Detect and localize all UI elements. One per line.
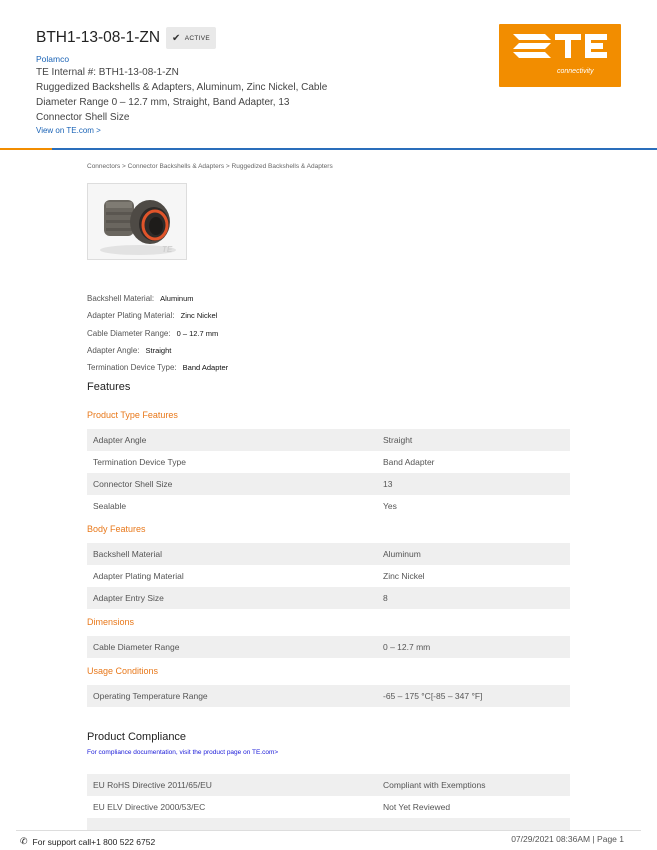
internal-number: TE Internal #: BTH1-13-08-1-ZN (36, 67, 179, 78)
status-label: ACTIVE (184, 34, 210, 42)
table-row (87, 543, 570, 565)
row-label: Adapter Angle (93, 435, 147, 445)
usage-conditions-heading: Usage Conditions (87, 666, 159, 676)
row-value: Compliant with Exemptions (383, 780, 486, 790)
product-type-features-heading: Product Type Features (87, 410, 178, 420)
breadcrumb: Connectors > Connector Backshells & Adapters > Ruggedized Backshells & Adapters (87, 163, 333, 170)
row-label: EU RoHS Directive 2011/65/EU (93, 780, 212, 790)
product-image (87, 183, 187, 260)
row-label: Sealable (93, 501, 127, 511)
phone-icon: ✆ (20, 836, 28, 846)
usage-conditions-table (87, 685, 570, 707)
row-value: Not Yet Reviewed (383, 802, 451, 812)
table-row (87, 587, 570, 609)
dimensions-heading: Dimensions (87, 617, 135, 627)
header-rule-orange (0, 148, 52, 150)
spec-label: Adapter Angle: (87, 346, 140, 356)
description-line-2: Diameter Range 0 – 12.7 mm, Straight, Band Adapter, 13 (36, 97, 290, 108)
spec-label: Adapter Plating Material: (87, 311, 175, 321)
row-value: 8 (383, 593, 388, 603)
table-row (87, 636, 570, 658)
table-row (87, 774, 570, 796)
row-label: Termination Device Type (93, 457, 186, 467)
table-row-partial (87, 818, 570, 830)
spec-value: Band Adapter (182, 363, 229, 373)
table-row (87, 685, 570, 707)
row-label: Adapter Plating Material (93, 571, 184, 581)
spec-label: Cable Diameter Range: (87, 328, 171, 338)
view-on-te-link[interactable]: View on TE.com > (36, 126, 101, 135)
check-icon: ✔ (172, 32, 181, 44)
row-label: Adapter Entry Size (93, 593, 164, 603)
row-value: 13 (383, 479, 393, 489)
table-row (87, 565, 570, 587)
spec-row (87, 325, 228, 342)
row-value: Zinc Nickel (383, 571, 425, 581)
te-logo-mark-icon (499, 24, 621, 68)
product-type-features-table (87, 429, 570, 517)
row-label: Backshell Material (93, 549, 162, 559)
footer-date-page: 07/29/2021 08:36AM | Page 1 (511, 834, 624, 844)
body-features-table (87, 543, 570, 609)
spec-value: Zinc Nickel (180, 311, 218, 321)
row-value: Aluminum (383, 549, 421, 559)
spec-row (87, 342, 228, 359)
row-value: Straight (383, 435, 413, 445)
body-features-heading: Body Features (87, 524, 146, 534)
spec-summary (87, 290, 228, 376)
spec-label: Backshell Material: (87, 294, 155, 304)
document-header (36, 26, 456, 135)
support-text: For support call+1 800 522 6752 (32, 836, 156, 847)
row-label: EU ELV Directive 2000/53/EC (93, 802, 206, 812)
spec-row (87, 359, 228, 376)
spec-value: Aluminum (160, 294, 194, 304)
table-row (87, 451, 570, 473)
compliance-table (87, 774, 570, 830)
logo-tagline: connectivity (557, 68, 594, 75)
row-label: Operating Temperature Range (93, 691, 208, 701)
title-row (36, 26, 456, 50)
row-value: Band Adapter (383, 457, 435, 467)
row-label: Cable Diameter Range (93, 642, 180, 652)
svg-text:TE: TE (162, 245, 173, 254)
spec-row (87, 290, 228, 307)
backshell-adapter-icon (88, 184, 186, 259)
table-row (87, 495, 570, 517)
row-value: 0 – 12.7 mm (383, 642, 431, 652)
header-rule-blue (52, 148, 657, 150)
status-badge (166, 27, 216, 49)
footer-support (20, 836, 155, 847)
features-heading: Features (87, 381, 131, 393)
row-label: Connector Shell Size (93, 479, 173, 489)
table-row (87, 796, 570, 818)
part-number-title: BTH1-13-08-1-ZN (36, 29, 161, 46)
te-connectivity-logo (499, 24, 621, 87)
spec-label: Termination Device Type: (87, 363, 177, 373)
footer-rule (16, 830, 641, 831)
spec-value: 0 – 12.7 mm (176, 328, 219, 338)
product-compliance-heading: Product Compliance (87, 731, 187, 743)
row-value: Yes (383, 501, 397, 511)
spec-row (87, 307, 228, 324)
spec-value: Straight (145, 346, 172, 356)
description-line-1: Ruggedized Backshells & Adapters, Aluminum, Zinc Nickel, Cable (36, 82, 328, 93)
row-value: -65 – 175 °C[-85 – 347 °F] (383, 691, 483, 701)
brand-name: Polamco (36, 54, 70, 64)
compliance-documentation-link[interactable]: For compliance documentation, visit the product page on TE.com> (87, 749, 279, 756)
table-row (87, 473, 570, 495)
dimensions-table (87, 636, 570, 658)
description-line-3: Connector Shell Size (36, 112, 130, 123)
table-row (87, 429, 570, 451)
